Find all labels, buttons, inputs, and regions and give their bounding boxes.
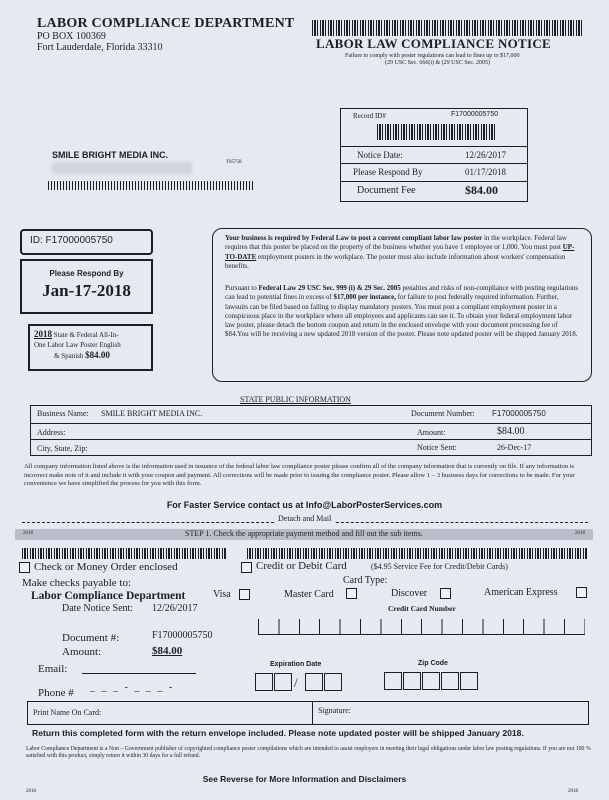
- amount-label: Amount:: [417, 428, 446, 437]
- amount-coupon-value: $84.00: [152, 645, 183, 657]
- signature-input[interactable]: [368, 706, 582, 721]
- faster-service[interactable]: For Faster Service contact us at Info@LaborPosterServices.com: [166, 500, 443, 510]
- postal-barcode: [48, 181, 254, 190]
- respond-label: Please Respond By: [353, 167, 423, 177]
- amex-label: American Express: [484, 587, 558, 598]
- cc-fee-label: ($4.95 Service Fee for Credit/Debit Cards): [371, 562, 508, 571]
- respond-box-date: Jan-17-2018: [42, 281, 131, 300]
- city-line: Fort Lauderdale, Florida 33310: [37, 42, 163, 53]
- make-payable-label: Make checks payable to:: [22, 577, 132, 589]
- fine-line-1: Failure to comply with poster regulations can lead to fines up to $17,000: [345, 53, 520, 59]
- business-value: SMILE BRIGHT MEDIA INC.: [101, 409, 203, 418]
- poster-line2: One Labor Law Poster English: [34, 341, 121, 349]
- notice-date-value: 12/26/2017: [465, 150, 507, 160]
- state-info-title: STATE PUBLIC INFORMATION: [240, 395, 351, 404]
- coupon-year-left: 2018: [23, 531, 33, 536]
- record-barcode: [377, 124, 497, 140]
- zip-digit-3[interactable]: [422, 672, 440, 690]
- step1-bar: [15, 529, 593, 540]
- return-text: Return this completed form with the return envelope included. Please note updated poster will be shipped January 2018.: [32, 728, 524, 738]
- po-box: PO BOX 100369: [37, 31, 106, 42]
- credit-card-checkbox[interactable]: [241, 562, 252, 573]
- check-money-label: Check or Money Order enclosed: [34, 561, 178, 573]
- print-name-input[interactable]: [118, 706, 306, 721]
- small-print: Labor Compliance Department is a Non – Government publisher of copyrighted compliance poster compilations which are intended to assist employers in meeting their legal obligations under labor law posting regulations. If you are not 100 % satisfied with this product, simply return it within 30 days for a full refund.: [26, 746, 591, 760]
- record-value: F17000005750: [451, 111, 499, 118]
- visa-label: Visa: [213, 589, 231, 600]
- cc-number-input[interactable]: [258, 619, 585, 635]
- doc-number-value: F17000005750: [492, 409, 546, 418]
- zip-digit-5[interactable]: [460, 672, 478, 690]
- record-label: Record ID#: [353, 112, 386, 120]
- recipient-name: SMILE BRIGHT MEDIA INC.: [52, 150, 169, 160]
- id-box: [20, 229, 153, 255]
- fine-line-2: (29 USC Sec. 666(i) & (29 USC Sec. 2005): [385, 60, 490, 66]
- detach-label: Detach and Mail: [275, 514, 334, 523]
- exp-year-2[interactable]: [324, 673, 342, 691]
- footer-year-left: 2018: [26, 789, 36, 794]
- date-sent-label: Date Notice Sent:: [62, 603, 134, 614]
- coupon-year-right: 2018: [575, 531, 585, 536]
- doc-number-coupon-label: Document #:: [62, 632, 120, 644]
- date-sent-value: 12/26/2017: [152, 603, 198, 614]
- respond-value: 01/17/2018: [465, 167, 507, 177]
- federal-paragraph-2: Pursuant to Federal Law 29 USC Sec. 999 (i) & 29 Sec. 2005 penalties and risks of non-compliance with posting regulations can lead to potential fines in excess of $17,000 per instance, for failure to post federally required information. Further, lawsuits can be filed based on failing to display mandatory posters. You must post a compliant employment poster in a conspicuous place in the workplace where all employees and applicants can see it. To obtain your federal employment labor law poster, please detach the bottom coupon and return in the enclosed envelope with your document processing fee of $84.You will be receiving a new updated 2018 version of the poster. Please note updated poster will be shipped January 2018.: [225, 284, 579, 339]
- exp-year-1[interactable]: [305, 673, 323, 691]
- notice-date-label: Notice Date:: [357, 150, 403, 160]
- doc-number-label: Document Number:: [411, 409, 475, 418]
- cc-number-label: Credit Card Number: [388, 604, 456, 613]
- visa-checkbox[interactable]: [239, 589, 250, 600]
- redacted-address: [52, 162, 192, 174]
- coupon-barcode-right: [247, 548, 587, 559]
- zip-digit-2[interactable]: [403, 672, 421, 690]
- signature-label: Signature:: [318, 706, 351, 715]
- phone-label: Phone #: [38, 687, 74, 699]
- poster-line3: & Spanish: [54, 352, 84, 360]
- notice-sent-value: 26-Dec-17: [497, 443, 532, 452]
- email-input[interactable]: [82, 673, 196, 674]
- check-money-checkbox[interactable]: [19, 562, 30, 573]
- amount-value: $84.00: [497, 426, 525, 437]
- exp-slash: /: [294, 675, 298, 690]
- info-disclaimer: All company information listed above is the information used in issuance of the federal labor law compliance poster please confirm all of the company information that is currently on file. If any information is incorrect make note of it and include it with your coupon and payment. All corrections will be made prior to issuing the compliance poster. Please allow 1 – 3 business days for corrections to be made. For your convenience we have simplified the process for you with this form.: [24, 463, 575, 488]
- poster-year: 2018: [34, 329, 52, 339]
- discover-label: Discover: [391, 588, 428, 599]
- exp-month-2[interactable]: [274, 673, 292, 691]
- state-info-table: [30, 405, 592, 456]
- credit-card-label: Credit or Debit Card: [256, 560, 347, 572]
- dept-name: LABOR COMPLIANCE DEPARTMENT: [37, 16, 295, 31]
- respond-box-label: Please Respond By: [49, 269, 124, 278]
- email-label: Email:: [38, 663, 68, 675]
- fee-label: Document Fee: [357, 185, 416, 196]
- business-label: Business Name:: [37, 409, 89, 418]
- name-signature-box: [27, 701, 589, 725]
- federal-law-box: [212, 228, 592, 382]
- amex-checkbox[interactable]: [576, 587, 587, 598]
- respond-box: [20, 259, 153, 314]
- coupon-barcode-left: [22, 548, 227, 559]
- poster-price: $84.00: [85, 350, 110, 360]
- poster-line1: State & Federal All-In-: [53, 331, 119, 339]
- discover-checkbox[interactable]: [440, 588, 451, 599]
- step1-text: STEP 1. Check the appropriate payment method and fill out the sub items.: [185, 529, 423, 538]
- mastercard-checkbox[interactable]: [346, 588, 357, 599]
- zip-digit-4[interactable]: [441, 672, 459, 690]
- poster-box: [28, 324, 153, 371]
- exp-month-1[interactable]: [255, 673, 273, 691]
- footer-year-right: 2018: [568, 789, 578, 794]
- mastercard-label: Master Card: [284, 589, 334, 600]
- payee-name: Labor Compliance Department: [31, 590, 186, 602]
- zip-label: Zip Code: [418, 660, 448, 667]
- doc-number-coupon-value: F17000005750: [152, 630, 213, 641]
- zip-digit-1[interactable]: [384, 672, 402, 690]
- header-barcode: [312, 20, 582, 36]
- fee-value: $84.00: [465, 183, 498, 197]
- notice-sent-label: Notice Sent:: [417, 443, 457, 452]
- notice-title: LABOR LAW COMPLIANCE NOTICE: [316, 36, 552, 51]
- exp-label: Expiration Date: [270, 661, 322, 668]
- address-label: Address:: [37, 428, 66, 437]
- federal-paragraph-1: Your business is required by Federal Law to post a current compliant labor law poster in the workplace. Federal law requires that this poster be placed on the property of the business whether you have 1 employee or 1,000. You must post UP-TO-DATE employment posters in the workplace. The poster must also include information about workers' compensation benefits.: [225, 234, 575, 270]
- amount-coupon-label: Amount:: [62, 646, 102, 658]
- phone-input[interactable]: _ _ _ - _ _ _ -: [90, 682, 175, 693]
- notice-box: [340, 108, 528, 202]
- print-name-label: Print Name On Card:: [33, 708, 102, 717]
- csz-label: City, State, Zip:: [37, 444, 88, 453]
- see-reverse: See Reverse for More Information and Disclaimers: [202, 774, 407, 784]
- card-type-label: Card Type:: [343, 575, 388, 586]
- recipient-code: T05758: [226, 160, 242, 165]
- id-value: ID: F17000005750: [30, 235, 113, 246]
